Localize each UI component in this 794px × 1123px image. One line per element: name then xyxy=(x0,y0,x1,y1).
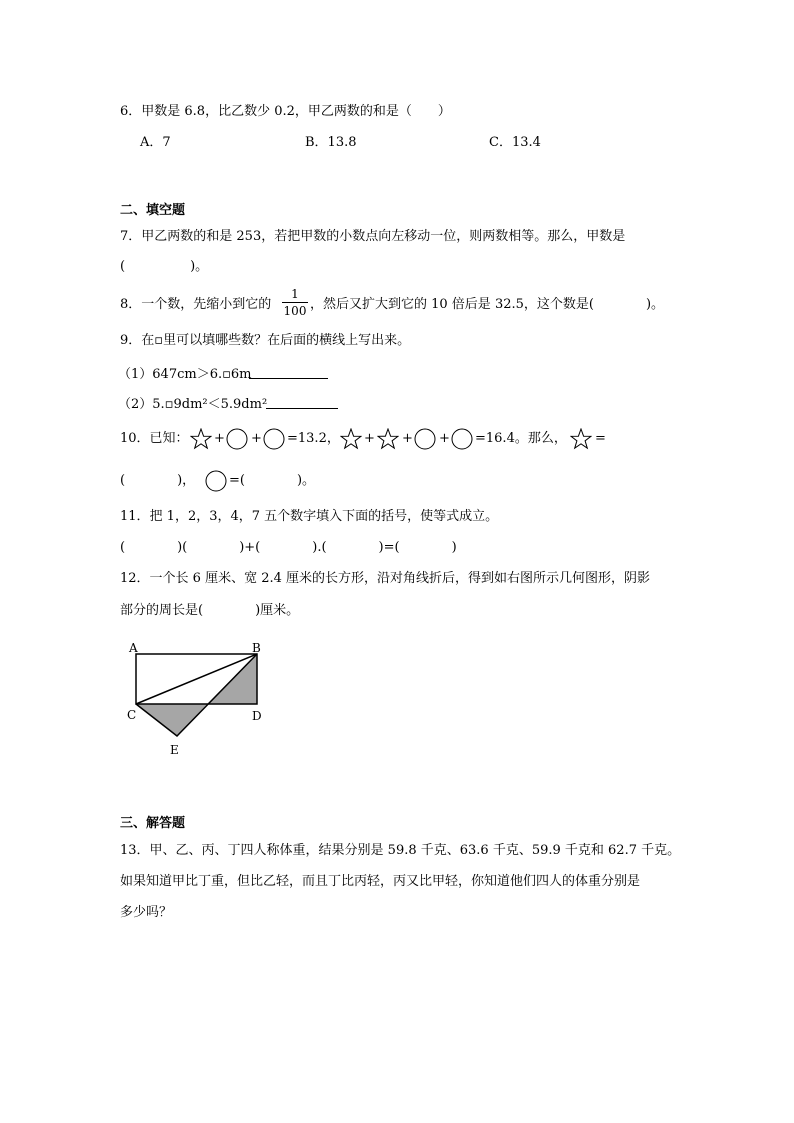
q8-suffix: ，然后又扩大到它的 10 倍后是 32.5，这个数是( )。 xyxy=(310,297,665,312)
q6-option-c: C．13.4 xyxy=(489,135,541,150)
q7-line2: ( )。 xyxy=(120,259,209,274)
q10-plus-1: + xyxy=(214,431,225,446)
star-icon xyxy=(570,428,592,450)
q10-plus-2: + xyxy=(251,431,262,446)
q9-item1-answer-line[interactable] xyxy=(249,378,328,379)
circle-icon xyxy=(263,428,285,450)
label-b: B xyxy=(252,641,261,655)
q13-line2: 如果知道甲比丁重，但比乙轻，而且丁比丙轻，丙又比甲轻，你知道他们四人的体重分别是 xyxy=(120,874,641,889)
q10-eq1: =13.2， xyxy=(287,431,340,446)
q10-eq2: =16.4。那么， xyxy=(475,431,567,446)
label-d: D xyxy=(252,709,262,723)
circle-icon xyxy=(205,470,227,492)
q8-fraction-bar xyxy=(282,302,308,303)
q10-answer-star: ( )， xyxy=(120,473,196,488)
label-a: A xyxy=(129,641,138,655)
q11-expression: ( )( )+( ).( )=( ) xyxy=(120,540,457,555)
q10-eqsign: = xyxy=(595,431,606,446)
q6-stem: 6．甲数是 6.8，比乙数少 0.2，甲乙两数的和是（ ） xyxy=(120,104,451,119)
star-icon xyxy=(190,428,212,450)
q10-answer-circle: =( )。 xyxy=(229,473,316,488)
q10-plus-5: + xyxy=(439,431,450,446)
q9-item1: （1）647cm＞6.▫6m xyxy=(118,367,252,382)
label-c: C xyxy=(127,708,137,722)
q8-fraction-numerator: 1 xyxy=(291,287,299,301)
circle-icon xyxy=(414,428,436,450)
q12-line1: 12．一个长 6 厘米、宽 2.4 厘米的长方形，沿对角线折后，得到如右图所示几何图形，阴影 xyxy=(120,571,651,586)
q10-plus-3: + xyxy=(364,431,375,446)
star-icon xyxy=(340,428,362,450)
q6-option-a: A．7 xyxy=(140,135,171,150)
q7-line1: 7．甲乙两数的和是 253，若把甲数的小数点向左移动一位，则两数相等。那么，甲数是 xyxy=(120,229,626,244)
q11-stem: 11．把 1，2，3，4，7 五个数字填入下面的括号，使等式成立。 xyxy=(120,509,499,524)
q12-line2: 部分的周长是( )厘米。 xyxy=(120,603,300,618)
q8-fraction-denominator: 100 xyxy=(283,304,307,318)
q9-stem: 9．在▫里可以填哪些数？在后面的横线上写出来。 xyxy=(120,333,411,348)
section-title-solve: 三、解答题 xyxy=(120,816,186,831)
q10-prefix: 10．已知： xyxy=(120,431,189,446)
q8-fraction xyxy=(282,287,308,318)
label-e: E xyxy=(170,743,179,757)
q12-fold-diagram xyxy=(120,638,270,763)
q6-option-b: B．13.8 xyxy=(305,135,357,150)
q9-item2-answer-line[interactable] xyxy=(266,408,338,409)
q8-prefix: 8．一个数，先缩小到它的 xyxy=(120,297,272,312)
q9-item2: （2）5.▫9dm²＜5.9dm² xyxy=(118,397,268,412)
q10-plus-4: + xyxy=(402,431,413,446)
section-title-fill-blank: 二、填空题 xyxy=(120,203,186,218)
circle-icon xyxy=(451,428,473,450)
circle-icon xyxy=(226,428,248,450)
star-icon xyxy=(377,428,399,450)
q13-line3: 多少吗？ xyxy=(120,905,173,920)
q13-line1: 13．甲、乙、丙、丁四人称体重，结果分别是 59.8 千克、63.6 千克、59.9 千克和 62.7 千克。 xyxy=(120,843,681,858)
